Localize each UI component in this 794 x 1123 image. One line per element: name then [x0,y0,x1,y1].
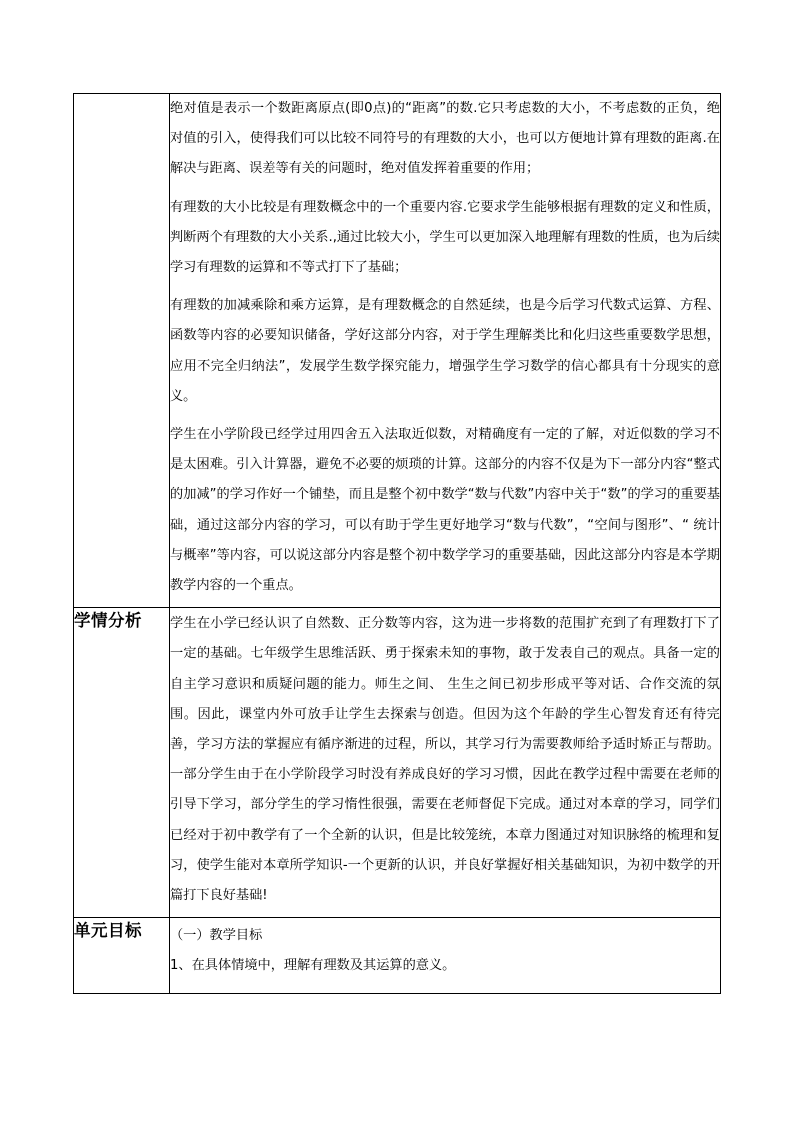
unit-goals-row [74,918,721,994]
intro-content [170,94,721,608]
intro-label [74,94,170,608]
paragraph-absolute-value: 绝对值是表示一个数距离原点(即0点)的“距离”的数.它只考虑数的大小，不考虑数的正负，绝对值的引入，使得我们可以比较不同符号的有理数的大小，也可以方便地计算有理数的距离.在解决与距离、误差等有关的问题时，绝对值发挥着重要的作用； [170,101,720,177]
paragraph-approximation: 学生在小学阶段已经学过用四舍五入法取近似数，对精确度有一定的了解，对近似数的学习不是太困难。引入计算器，避免不必要的烦琐的计算。这部分的内容不仅是为下一部分内容“整式的加减”的学习作好一个铺垫，而且是整个初中数学“数与代数”内容中关于“数”的学习的重要基础，通过这部分内容的学习，可以有助于学生更好地学习“数与代数”，“空间与图形”、“ 统计与概率”等内容，可以说这部分内容是整个初中数学学习的重要基础，因此这部分内容是本学期教学内容的一个重点。 [170,427,720,594]
unit-goals-content [170,918,721,994]
paragraph-learner-analysis: 学生在小学已经认识了自然数、正分数等内容，这为进一步将数的范围扩充到了有理数打下了一定的基础。七年级学生思维活跃、勇于探索未知的事物，敢于发表自己的观点。具备一定的自主学习意识和质疑问题的能力。师生之间、 生生之间已初步形成平等对话、合作交流的氛围。因此，课堂内外可放手让学生去探索与创造。但因为这个年龄的学生心智发育还有待完善，学习方法的掌握应有循序渐进的过程，所以，其学习行为需要教师给予适时矫正与帮助。一部分学生由于在小学阶段学习时没有养成良好的学习习惯，因此在教学过程中需要在老师的引导下学习，部分学生的学习惰性很强，需要在老师督促下完成。通过对本章的学习，同学们已经对于初中教学有了一个全新的认识，但是比较笼统，本章力图通过对知识脉络的梳理和复习，使学生能对本章所学知识-一个更新的认识，并良好掌握好相关基础知识，为初中数学的开篇打下良好基础! [170,616,720,904]
learner-analysis-content [170,608,721,918]
paragraph-size-comparison: 有理数的大小比较是有理数概念中的一个重要内容.它要求学生能够根据有理数的定义和性质，判断两个有理数的大小关系.,通过比较大小，学生可以更加深入地理解有理数的性质，也为后续学习有理数的运算和不等式打下了基础； [170,199,720,276]
unit-goals-label: 单元目标 [74,918,170,994]
learner-analysis-row [74,608,721,918]
teaching-goals-heading: （一）教学目标 [170,928,263,944]
content-table [73,93,721,994]
paragraph-operations: 有理数的加减乘除和乘方运算，是有理数概念的自然延续，也是今后学习代数式运算、方程、函数等内容的必要知识储备，学好这部分内容，对于学生理解类比和化归这些重要数学思想，应用不完全归纳法”，发展学生数学探究能力，增强学生学习数学的信心都具有十分现实的意义。 [170,298,720,404]
goal-item: 1、在具体情境中，理解有理数及其运算的意义。 [170,958,456,974]
learner-analysis-label: 学情分析 [74,608,170,918]
intro-row [74,94,721,608]
